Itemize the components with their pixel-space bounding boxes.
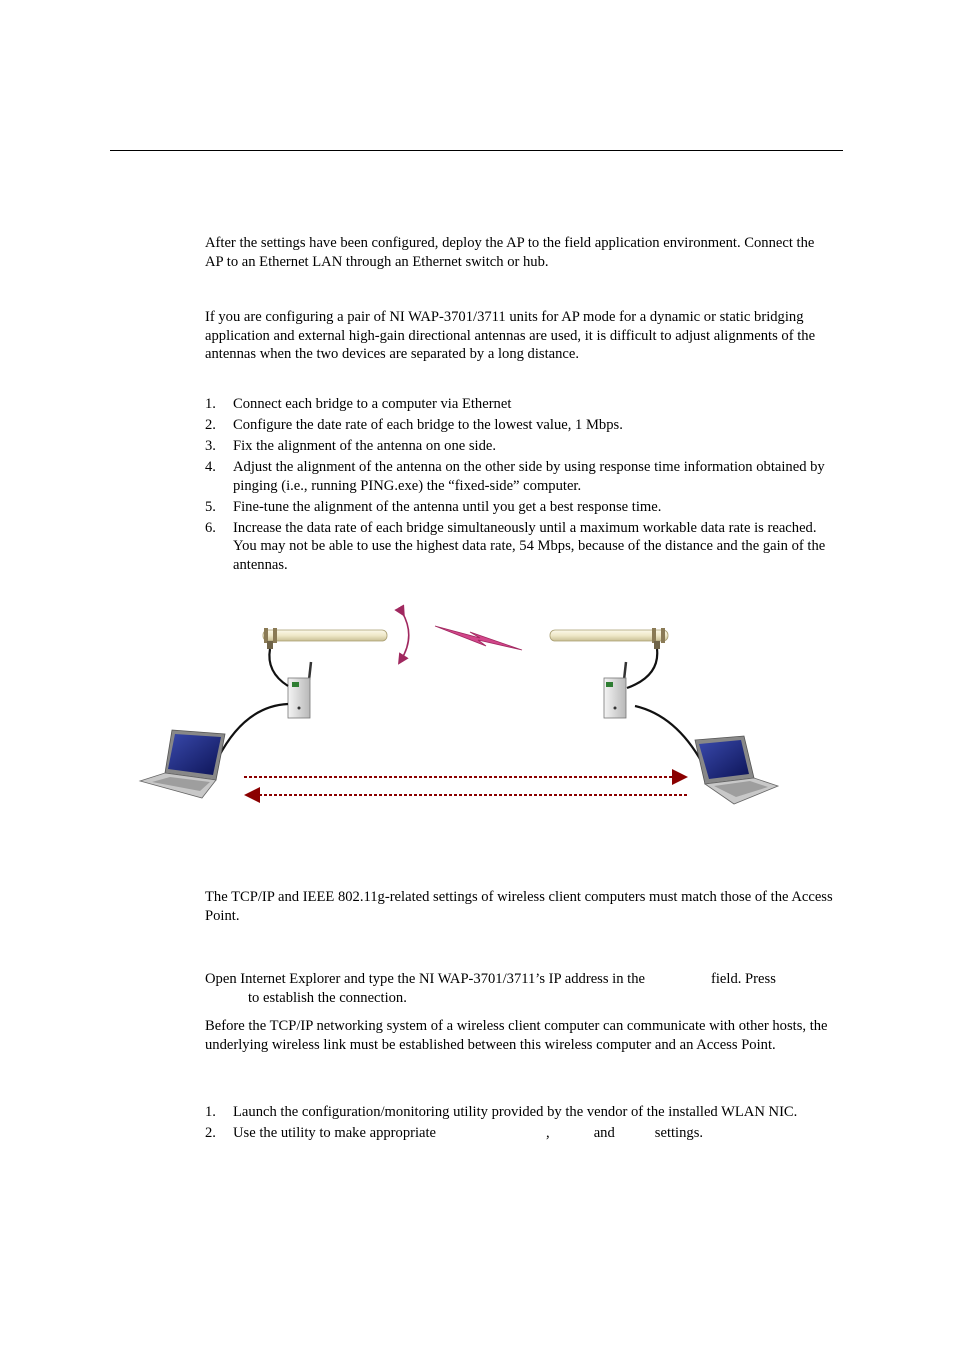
list-item: 1. Connect each bridge to a computer via Ethernet [205,396,512,412]
right-antenna-cable [627,649,657,688]
list-item: 2. Use the utility to make appropriate , and settings. [205,1125,704,1141]
antenna-alignment-figure [130,598,790,818]
adjust-arrow-icon [401,612,409,660]
left-antenna-cable [269,649,288,686]
list-item: 4. Adjust the alignment of the antenna on the other side by using response time information obtained by pinging (i.e., running PING.exe) the “fixed-side” computer. [205,459,825,494]
deploy-paragraph: After the settings have been configured, deploy the AP to the field application environment. Connect the AP to an Ethernet LAN through an Ethernet switch or hub. [205,235,815,270]
header-rule [110,150,843,151]
browser-paragraph: Open Internet Explorer and type the NI WAP-3701/3711’s IP address in the field. Press to establish the connection. [205,971,776,1006]
right-antenna [550,628,668,649]
left-laptop-icon [140,730,225,798]
list-item: 2. Configure the date rate of each bridge to the lowest value, 1 Mbps. [205,417,623,433]
alignment-paragraph: If you are configuring a pair of NI WAP-3701/3711 units for AP mode for a dynamic or static bridging application and external high-gain directional antennas are used, it is difficult to adjust alignments of the antennas when the two devices are separated by a long distance. [205,309,816,362]
list-item: 3. Fix the alignment of the antenna on one side. [205,438,497,454]
list-item: 5. Fine-tune the alignment of the antenna until you get a best response time. [205,498,662,515]
wireless-signal-icon [435,626,522,650]
alignment-steps-list [205,395,835,577]
wireless-link-paragraph: Before the TCP/IP networking system of a wireless client computer can communicate with other hosts, the underlying wireless link must be established between this wireless computer and an Access Point. [205,1018,828,1053]
list-item: 6. Increase the data rate of each bridge simultaneously until a maximum workable data rate is reached. You may not be able to use the highest data rate, 54 Mbps, because of the distance and the gain of the antennas. [205,519,826,573]
right-ap-device-icon [604,662,626,718]
right-ethernet-cable [635,706,705,768]
client-settings-paragraph: The TCP/IP and IEEE 802.11g-related settings of wireless client computers must match those of the Access Point. [205,889,833,924]
nic-steps-list [205,1103,835,1145]
list-item: 1. Launch the configuration/monitoring utility provided by the vendor of the installed WLAN NIC. [205,1104,798,1120]
left-ap-device-icon [288,662,311,718]
left-ethernet-cable [218,704,288,758]
left-antenna [263,628,387,649]
right-laptop-icon [695,736,778,804]
